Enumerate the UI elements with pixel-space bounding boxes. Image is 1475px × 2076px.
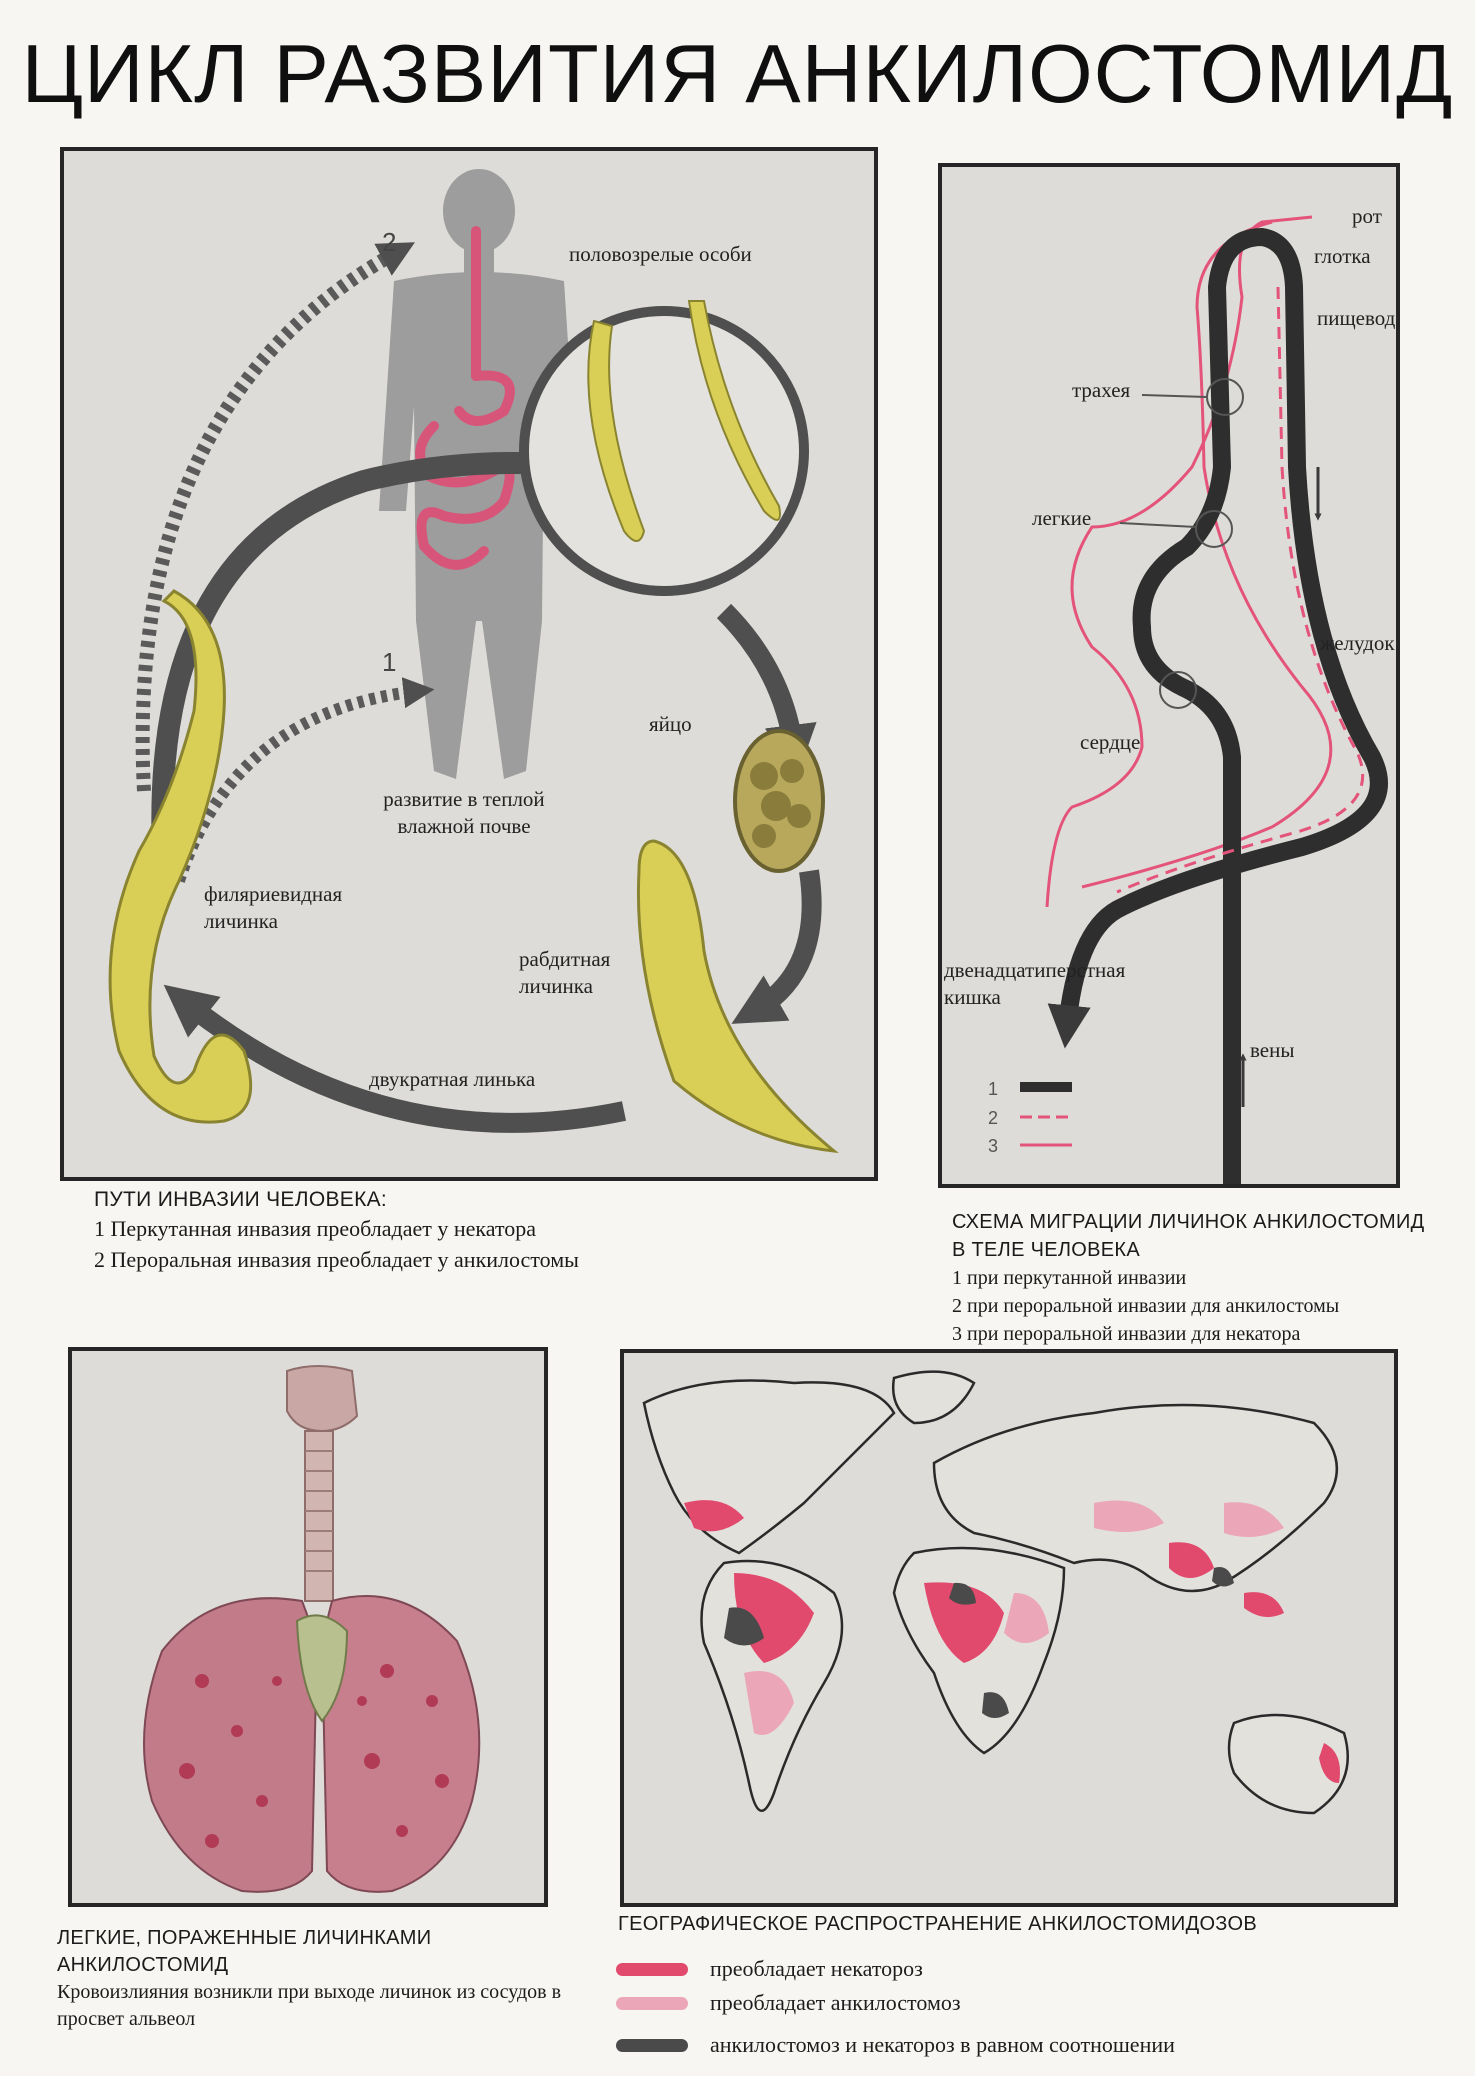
map-title [618, 1910, 1398, 1938]
map-heading: ГЕОГРАФИЧЕСКОЕ РАСПРОСТРАНЕНИЕ АНКИЛОСТОМИДОЗОВ [618, 1913, 1257, 1935]
cycle-arrow-bottom-right [754, 871, 812, 1011]
trachea [305, 1431, 333, 1601]
label-heart: сердце [1080, 730, 1141, 754]
label-stomach: желудок [1320, 631, 1395, 655]
migration-panel [938, 163, 1400, 1188]
map-legend-ancylostomiasis [616, 1986, 961, 2020]
label-duodenum: двенадцатиперстная кишка [944, 958, 1126, 1010]
label-molt: двукратная линька [369, 1067, 536, 1091]
label-egg: яйцо [649, 712, 692, 736]
label-esophagus: пищевод [1317, 306, 1396, 330]
label-veins: вены [1250, 1038, 1295, 1062]
lungs-illustration [72, 1351, 544, 1903]
left-lung [144, 1598, 317, 1892]
label-trachea: трахея [1072, 378, 1131, 402]
map-panel [620, 1349, 1398, 1907]
legend-number-3: 3 [988, 1136, 999, 1156]
invasion-line-1: 1 Перкутанная инвазия преобладает у некатора [94, 1216, 537, 1242]
larynx [287, 1366, 357, 1431]
migration-line-2: 2 при пероральной инвазии для анкилостомы [952, 1295, 1340, 1317]
lungs-text: Кровоизлияния возникли при выходе личинок из сосудов в просвет альвеол [57, 1981, 562, 2030]
legend-swatch-ancylostomiasis [616, 1997, 688, 2010]
label-rhabditiform: рабдитная личинка [519, 947, 611, 999]
lungs-panel [68, 1347, 548, 1907]
greenland [893, 1372, 974, 1423]
legend-label-mixed: анкилостомоз и некатороз в равном соотношении [710, 2032, 1175, 2057]
invasion-line-2: 2 Пероральная инвазия преобладает у анкилостомы [94, 1247, 579, 1273]
migration-line-3: 3 при пероральной инвазии для некатора [952, 1323, 1301, 1345]
legend-label-necatoriasis: преобладает некатороз [710, 1956, 923, 1981]
magnified-circle [524, 311, 804, 591]
invasion-heading: ПУТИ ИНВАЗИИ ЧЕЛОВЕКА: [94, 1188, 388, 1211]
life-cycle-diagram [64, 151, 874, 1177]
poster-title: ЦИКЛ РАЗВИТИЯ АНКИЛОСТОМИД [21, 27, 1454, 120]
lungs-heading: ЛЕГКИЕ, ПОРАЖЕННЫЕ ЛИЧИНКАМИ АНКИЛОСТОМИД [57, 1927, 432, 1976]
migration-line-1: 1 при перкутанной инвазии [952, 1267, 1187, 1289]
label-soil: развитие в теплой влажной почве [383, 787, 545, 839]
world-map [624, 1353, 1394, 1903]
cycle-arrow-bottom [184, 1001, 624, 1123]
legend-number-1: 1 [988, 1079, 999, 1099]
label-lungs: легкие [1032, 506, 1092, 530]
legend-swatch-mixed [616, 2039, 688, 2052]
label-mouth: рот [1352, 204, 1382, 228]
map-legend-necatoriasis [616, 1952, 923, 1986]
label-filariform: филяриевидная личинка [204, 882, 343, 934]
north-america [644, 1381, 894, 1554]
label-adults: половозрелые особи [569, 242, 752, 266]
life-cycle-panel [60, 147, 878, 1181]
migration-caption [952, 1208, 1432, 1348]
legend-swatch-necatoriasis [616, 1963, 688, 1976]
label-pharynx: глотка [1314, 244, 1371, 268]
route-1-number: 1 [382, 647, 397, 677]
map-legend-mixed [616, 2028, 1175, 2062]
route-2-number: 2 [382, 227, 397, 257]
migration-heading: СХЕМА МИГРАЦИИ ЛИЧИНОК АНКИЛОСТОМИД В ТЕЛЕ ЧЕЛОВЕКА [952, 1211, 1425, 1261]
legend-number-2: 2 [988, 1108, 999, 1128]
lungs-caption [57, 1925, 577, 2033]
invasion-routes-caption [94, 1185, 794, 1276]
legend-label-ancylostomiasis: преобладает анкилостомоз [710, 1990, 961, 2015]
